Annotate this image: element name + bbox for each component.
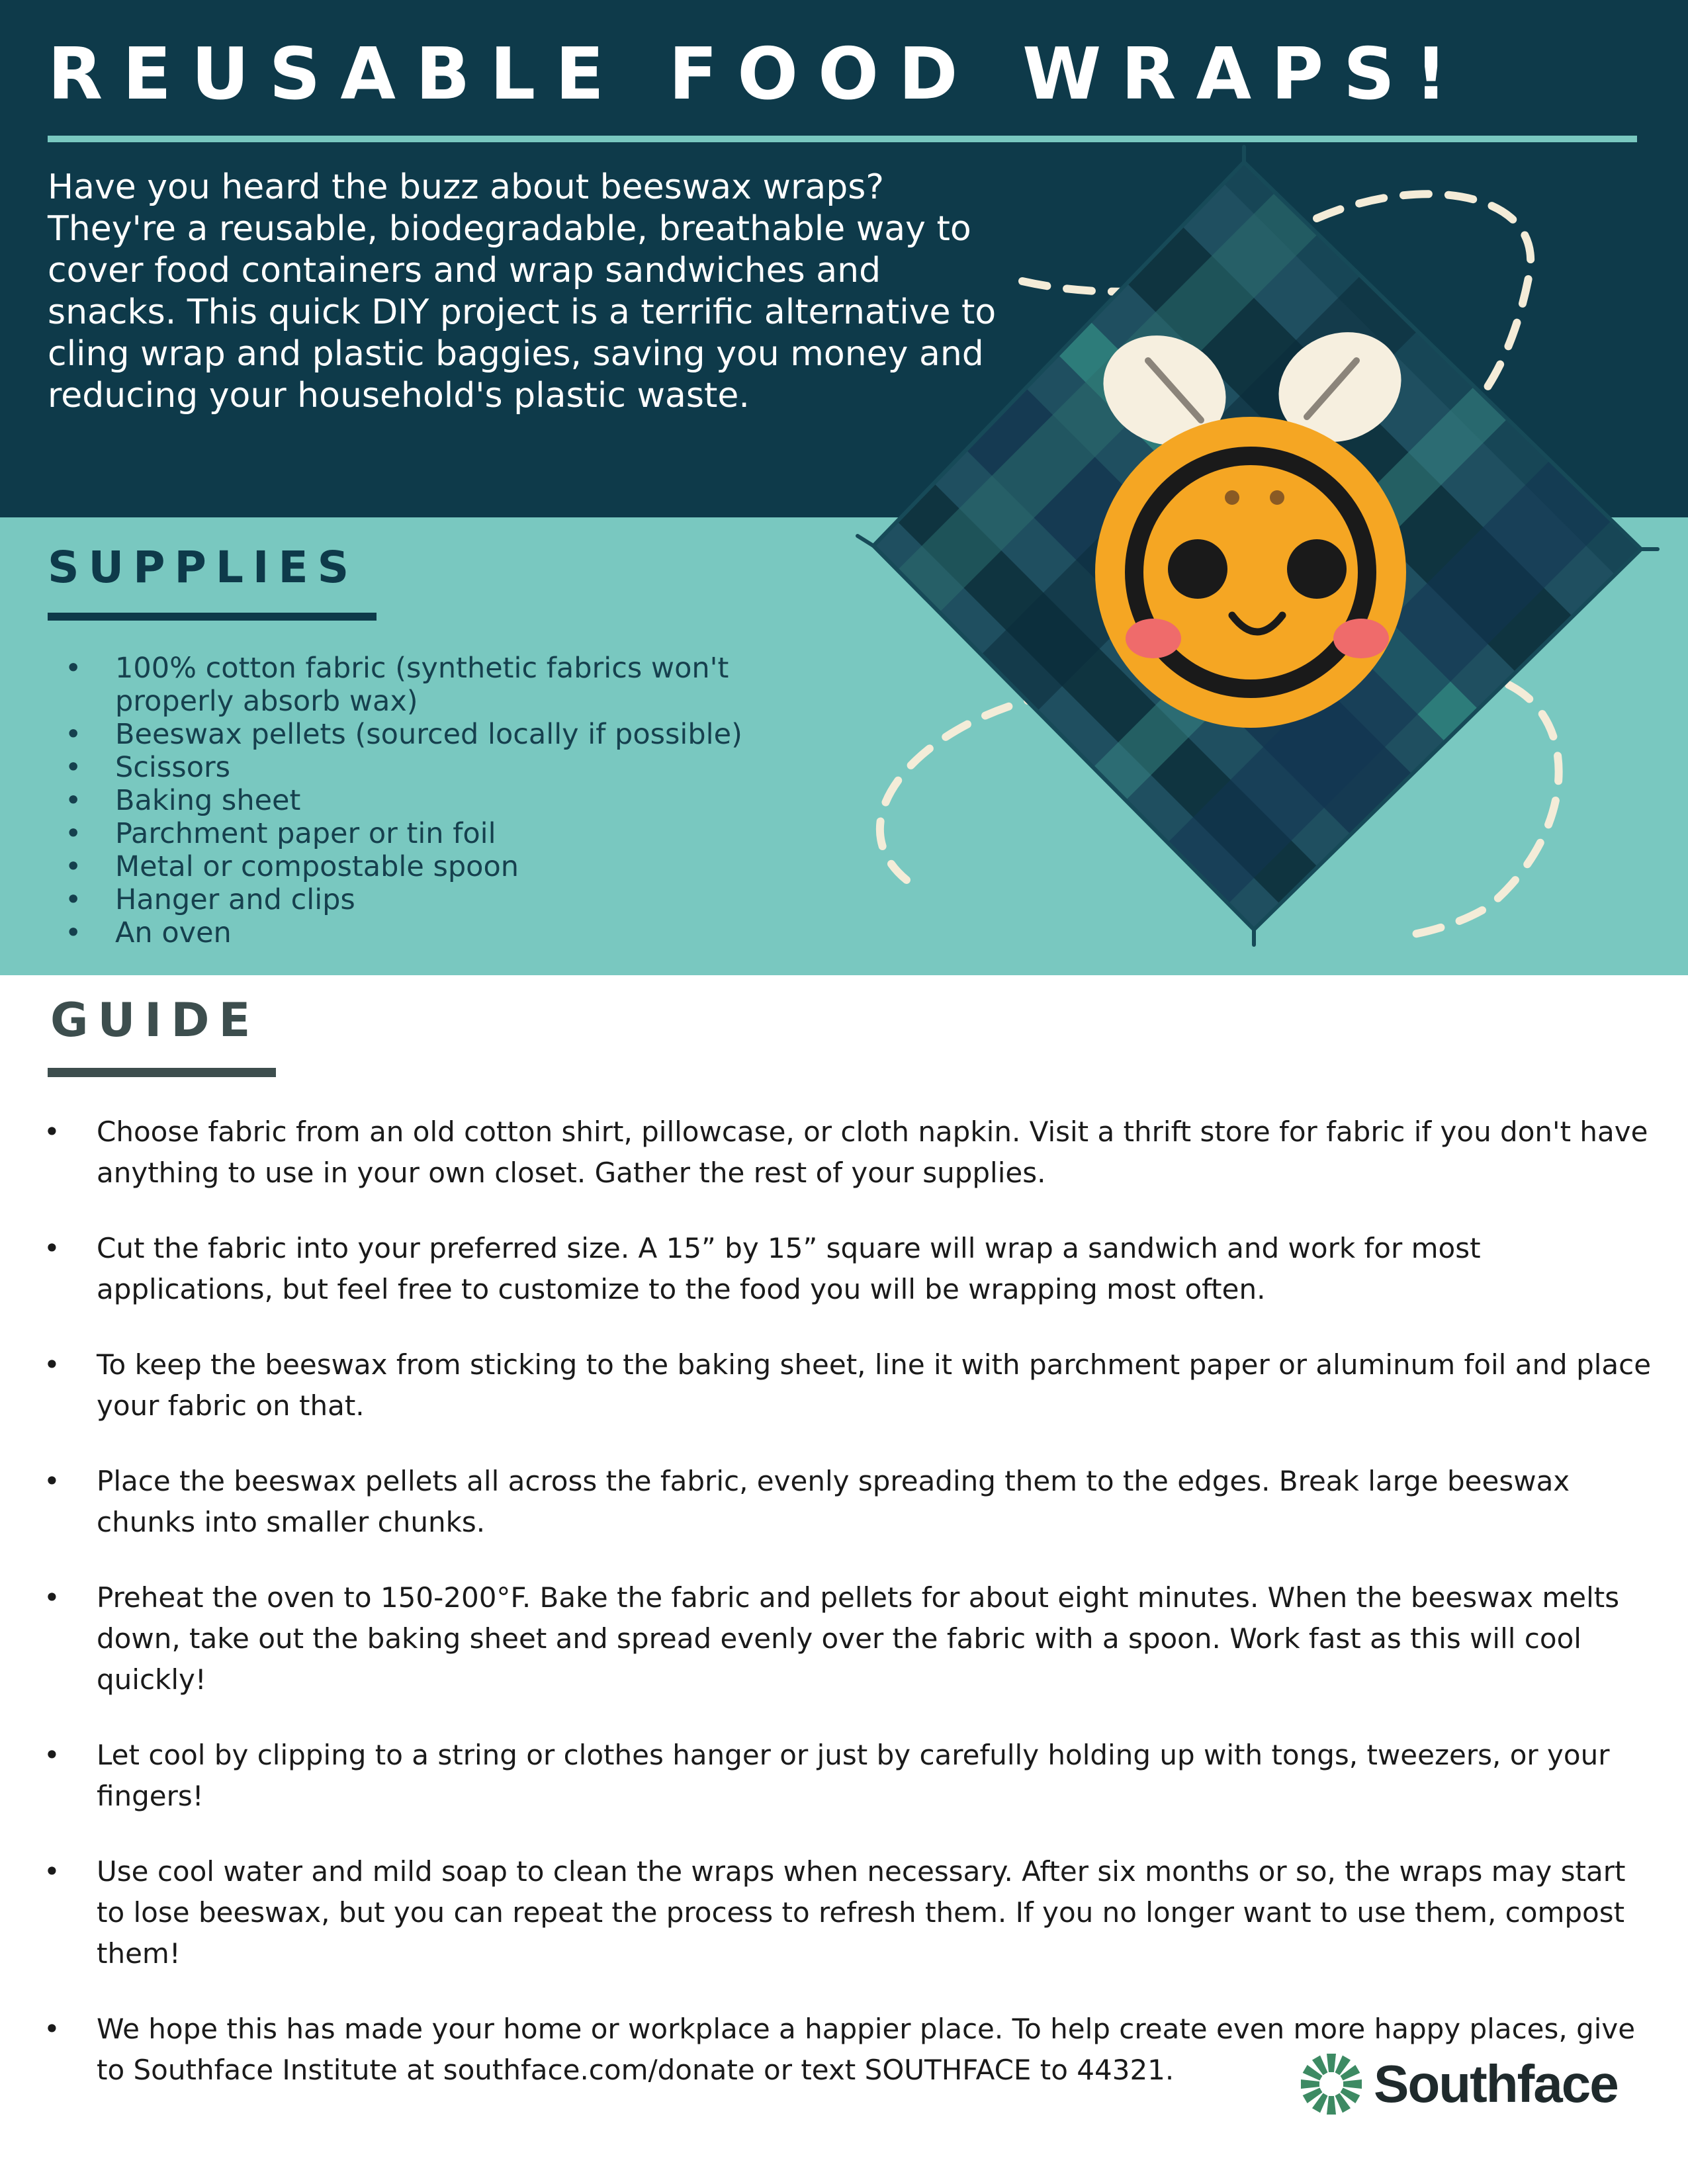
guide-step: • Preheat the oven to 150-200°F. Bake the fabric and pellets for about eight minutes. When the beeswax melts down, take out the baking sheet and spread evenly over the fabric with a spoon. Work fast as this will cool quickly!	[41, 1577, 1656, 1700]
guide-step: • Let cool by clipping to a string or clothes hanger or just by carefully holding up with tongs, tweezers, or your fingers!	[41, 1735, 1656, 1817]
bee-icon	[1095, 417, 1406, 728]
supply-item: • An oven	[53, 916, 847, 949]
intro-paragraph: Have you heard the buzz about beeswax wraps? They're a reusable, biodegradable, breathable way to cover food containers and wrap sandwiches and snacks. This quick DIY project is a terrific alternative to cling wrap and plastic baggies, saving you money and reducing your household's plastic waste.	[48, 167, 997, 415]
guide-step: • We hope this has made your home or workplace a happier place. To help create even more happy places, give to Southface Institute at southface.com/donate or text SOUTHFACE to 44321.	[41, 2009, 1656, 2091]
logo-wordmark: Southface	[1374, 2054, 1618, 2113]
guide-step: • To keep the beeswax from sticking to the baking sheet, line it with parchment paper or aluminum foil and place your fabric on that.	[41, 1344, 1656, 1426]
southface-logo	[1298, 2051, 1618, 2117]
supply-item: • Metal or compostable spoon	[53, 850, 847, 883]
supply-item: • 100% cotton fabric (synthetic fabrics won't properly absorb wax)	[53, 652, 847, 718]
page-title: REUSABLE FOOD WRAPS!	[48, 33, 1468, 116]
guide-heading: GUIDE	[50, 993, 260, 1047]
guide-step: • Use cool water and mild soap to clean the wraps when necessary. After six months or so, the wraps may start to lose beeswax, but you can repeat the process to refresh them. If you no longer want to use them, compost them!	[41, 1851, 1656, 1974]
supply-item: • Baking sheet	[53, 784, 847, 817]
guide-step: • Cut the fabric into your preferred size. A 15” by 15” square will wrap a sandwich and work for most applications, but feel free to customize to the food you will be wrapping most often.	[41, 1228, 1656, 1310]
guide-steps-list	[41, 1112, 1656, 2125]
supply-item: • Hanger and clips	[53, 883, 847, 916]
southface-sunburst-icon	[1298, 2051, 1364, 2117]
guide-step: • Choose fabric from an old cotton shirt, pillowcase, or cloth napkin. Visit a thrift store for fabric if you don't have anything to use in your own closet. Gather the rest of your supplies.	[41, 1112, 1656, 1194]
supplies-list	[53, 652, 847, 949]
supplies-heading-underline	[48, 613, 377, 621]
supply-item: • Scissors	[53, 751, 847, 784]
bee-illustration	[847, 132, 1688, 966]
supplies-heading: SUPPLIES	[48, 542, 359, 593]
supply-item: • Beeswax pellets (sourced locally if possible)	[53, 718, 847, 751]
guide-heading-underline	[48, 1068, 276, 1077]
guide-step: • Place the beeswax pellets all across the fabric, evenly spreading them to the edges. Break large beeswax chunks into smaller chunks.	[41, 1461, 1656, 1543]
supply-item: • Parchment paper or tin foil	[53, 817, 847, 850]
